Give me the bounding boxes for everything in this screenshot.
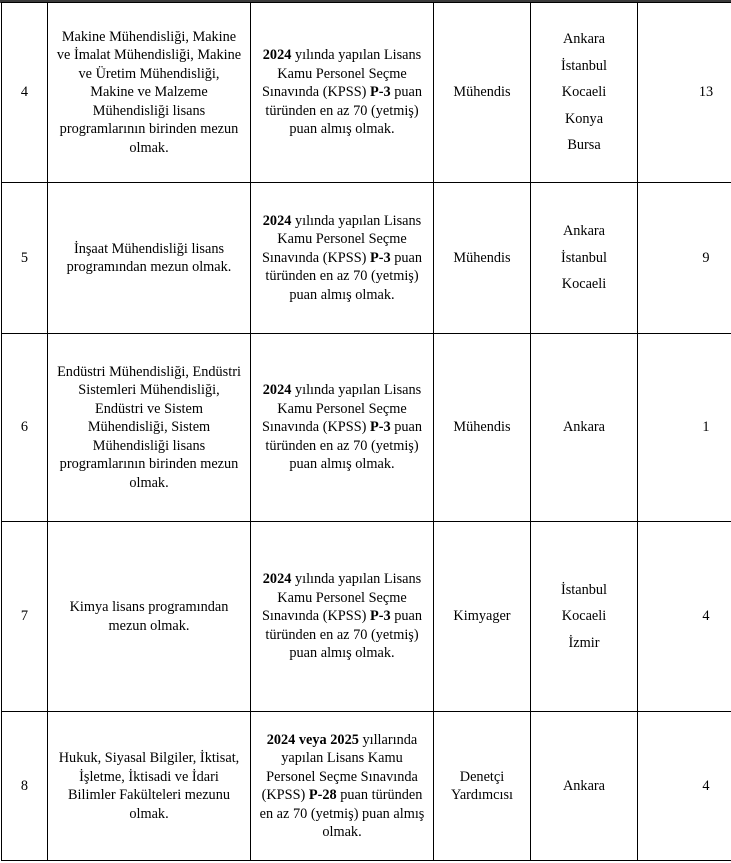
- city: Bursa: [567, 137, 601, 154]
- exam-requirement: [251, 712, 434, 861]
- exam-year: 2024 veya 2025: [266, 731, 359, 748]
- exam-year: 2024: [262, 382, 292, 399]
- exam-requirement: [251, 3, 434, 183]
- exam-requirement: [251, 334, 434, 522]
- row-number: 5: [2, 183, 48, 334]
- city: Kocaeli: [561, 608, 607, 625]
- row-number: 8: [2, 712, 48, 861]
- position-count: 13: [638, 3, 731, 183]
- city-list: [531, 522, 638, 712]
- position-count: 4: [638, 712, 731, 861]
- position-title: Kimyager: [434, 522, 531, 712]
- city: İstanbul: [560, 249, 608, 266]
- position-count: 9: [638, 183, 731, 334]
- city-list: [531, 334, 638, 522]
- row-number: 6: [2, 334, 48, 522]
- exam-requirement: [251, 522, 434, 712]
- exam-year: 2024: [262, 571, 292, 588]
- city: İzmir: [568, 634, 600, 651]
- row-number: 7: [2, 522, 48, 712]
- exam-text-end: puan türünden en az 70 (yetmiş) puan almış olmak.: [265, 84, 423, 138]
- score-type: P-3: [370, 419, 391, 436]
- exam-text-end: puan türünden en az 70 (yetmiş) puan almış olmak.: [265, 419, 423, 473]
- city: Ankara: [562, 31, 606, 48]
- table-row: [2, 712, 731, 861]
- exam-requirement: [251, 183, 434, 334]
- position-title: Mühendis: [434, 183, 531, 334]
- score-type: P-28: [308, 787, 337, 803]
- city-list: [531, 3, 638, 183]
- exam-text: yılında yapılan Lisans Kamu Personel Seçme Sınavında (KPSS): [261, 47, 422, 101]
- education-requirement: Endüstri Mühendisliği, Endüstri Sistemleri Mühendisliği, Endüstri ve Sistem Mühendisliği, Sistem Mühendisliği lisans programlarının birinden mezun olmak.: [48, 334, 251, 522]
- position-title: Denetçi Yardımcısı: [434, 712, 531, 861]
- city-list: [531, 183, 638, 334]
- city: İstanbul: [560, 57, 608, 74]
- education-requirement: İnşaat Mühendisliği lisans programından mezun olmak.: [48, 183, 251, 334]
- score-type: P-3: [370, 608, 391, 625]
- city: Kocaeli: [561, 276, 607, 293]
- positions-table: [1, 2, 731, 861]
- city: Kocaeli: [561, 84, 607, 101]
- city: İstanbul: [560, 581, 608, 598]
- row-number: 4: [2, 3, 48, 183]
- table-row: [2, 183, 731, 334]
- score-type: P-3: [370, 249, 391, 266]
- education-requirement: Hukuk, Siyasal Bilgiler, İktisat, İşletme, İktisadi ve İdari Bilimler Fakülteleri mezunu olmak.: [48, 712, 251, 861]
- city: Ankara: [562, 777, 606, 794]
- education-requirement: Makine Mühendisliği, Makine ve İmalat Mühendisliği, Makine ve Üretim Mühendisliği, Makine ve Malzeme Mühendisliği lisans programlarının birinden mezun olmak.: [48, 3, 251, 183]
- city: Konya: [564, 110, 604, 127]
- city: Ankara: [562, 419, 606, 436]
- table-row: [2, 3, 731, 183]
- education-requirement: Kimya lisans programından mezun olmak.: [48, 522, 251, 712]
- position-title: Mühendis: [434, 334, 531, 522]
- city-list: [531, 712, 638, 861]
- city: Ankara: [562, 223, 606, 240]
- position-count: 4: [638, 522, 731, 712]
- exam-text: yılında yapılan Lisans Kamu Personel Seçme Sınavında (KPSS): [261, 571, 422, 625]
- exam-year: 2024: [262, 47, 292, 64]
- exam-text-end: puan türünden en az 70 (yetmiş) puan almış olmak.: [265, 249, 423, 303]
- exam-text: yılında yapılan Lisans Kamu Personel Seçme Sınavında (KPSS): [261, 382, 422, 436]
- table-row: [2, 522, 731, 712]
- table-row: [2, 334, 731, 522]
- exam-text-end: puan türünden en az 70 (yetmiş) puan almış olmak.: [259, 787, 425, 840]
- exam-text: yılında yapılan Lisans Kamu Personel Seçme Sınavında (KPSS): [261, 212, 422, 266]
- position-count: 1: [638, 334, 731, 522]
- score-type: P-3: [370, 84, 391, 101]
- position-title: Mühendis: [434, 3, 531, 183]
- exam-year: 2024: [262, 212, 292, 229]
- exam-text-end: puan türünden en az 70 (yetmiş) puan almış olmak.: [265, 608, 423, 662]
- exam-text: yıllarında yapılan Lisans Kamu Personel Seçme Sınavında (KPSS): [261, 731, 418, 803]
